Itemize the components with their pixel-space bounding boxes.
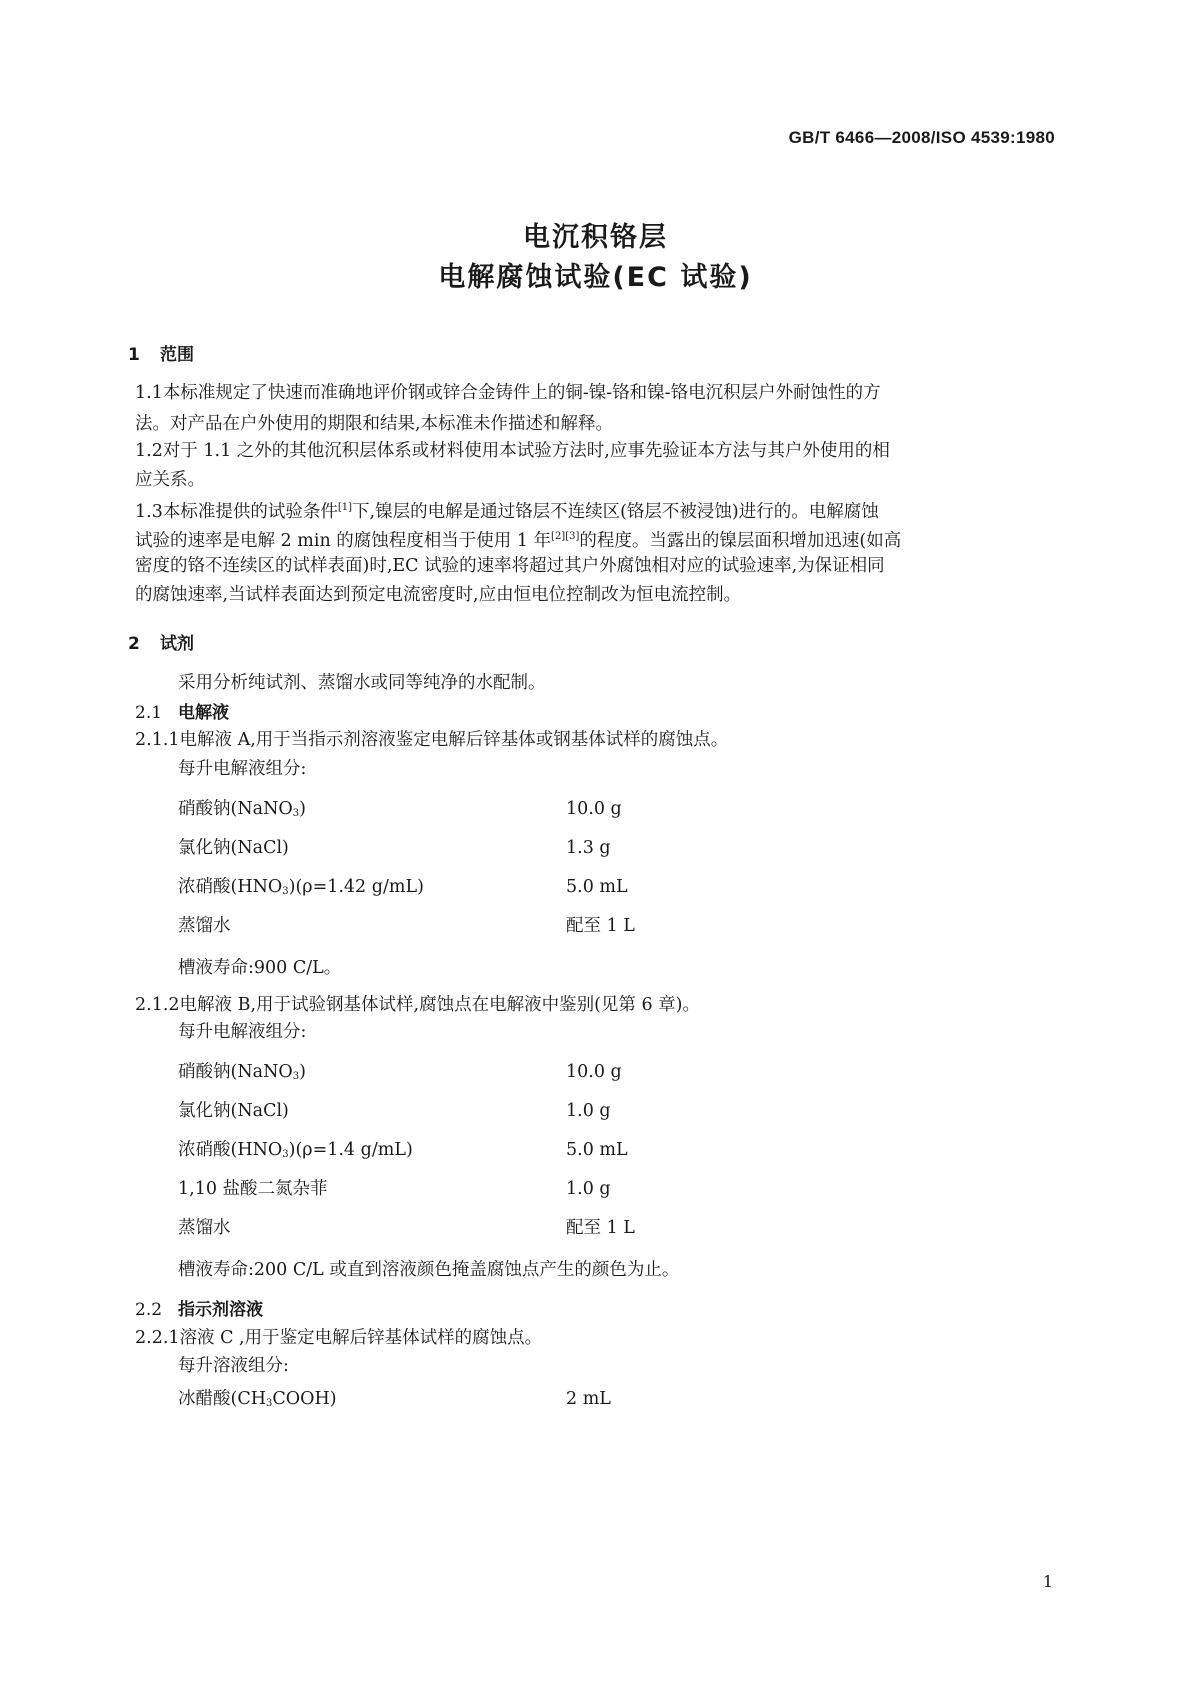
reference-marker: [2][3] <box>551 531 580 542</box>
clause-number: 1.1 <box>135 383 163 403</box>
component-name: 浓硝酸$(HNO_3)(\rho=1.42$ g/mL) <box>178 877 424 897</box>
clause-number: 2.1.1 <box>135 730 180 750</box>
component-amount: 10.0 g <box>566 1062 622 1082</box>
component-amount: 5.0 mL <box>566 1140 628 1160</box>
clause-number: 2.1 <box>135 703 163 723</box>
per-liter-label: 每升电解液组分: <box>178 759 307 779</box>
clause-text: 电解液 A,用于当指示剂溶液鉴定电解后锌基体或钢基体试样的腐蚀点。 <box>179 730 729 750</box>
section-title: 范围 <box>160 345 194 365</box>
section-2-heading <box>128 629 194 654</box>
component-name: 氯化钠(NaCl) <box>178 1101 289 1121</box>
section-title: 试剂 <box>160 634 194 654</box>
section-number: 2 <box>128 634 140 654</box>
clause-text: 试验的速率是电解 2 min 的腐蚀程度相当于使用 1 年 <box>135 531 552 551</box>
clause-title: 指示剂溶液 <box>178 1300 264 1320</box>
clause-1-2-line1 <box>135 435 890 467</box>
per-liter-label: 每升电解液组分: <box>178 1022 307 1042</box>
bath-life: 槽液寿命:200 C/L 或直到溶液颜色掩盖腐蚀点产生的颜色为止。 <box>178 1260 680 1280</box>
component-amount: 10.0 g <box>566 799 622 819</box>
clause-2-1-1 <box>135 724 728 756</box>
clause-text: 本标准提供的试验条件 <box>162 502 338 522</box>
component-amount: 2 mL <box>566 1389 611 1409</box>
component-amount: 配至 1 L <box>566 1218 635 1238</box>
page-number: 1 <box>1042 1572 1053 1591</box>
component-amount: 配至 1 L <box>566 916 635 936</box>
component-name: 蒸馏水 <box>178 1218 231 1238</box>
component-name: 冰醋酸$(CH_3COOH)$ <box>178 1389 337 1409</box>
clause-title: 电解液 <box>178 703 230 723</box>
clause-1-2-line2: 应关系。 <box>135 470 205 490</box>
component-amount: 1.3 g <box>566 838 611 858</box>
clause-1-3-line3: 密度的铬不连续区的试样表面)时,EC 试验的速率将超过其户外腐蚀相对应的试验速率,为保证相同 <box>135 556 885 576</box>
component-amount: 1.0 g <box>566 1101 611 1121</box>
component-name: 浓硝酸$(HNO_3)(\rho=1.4$ g/mL) <box>178 1140 413 1160</box>
clause-text: 的程度。当露出的镍层面积增加迅速(如高 <box>579 531 902 551</box>
clause-number: 2.1.2 <box>135 995 180 1015</box>
clause-text: 电解液 B,用于试验钢基体试样,腐蚀点在电解液中鉴别(见第 6 章)。 <box>179 995 700 1015</box>
component-amount: 5.0 mL <box>566 877 628 897</box>
section-1-heading <box>128 340 194 365</box>
section-number: 1 <box>128 345 140 365</box>
clause-number: 2.2.1 <box>135 1328 180 1348</box>
clause-1-1-line1 <box>135 377 881 409</box>
document-title-line2: 电解腐蚀试验(EC 试验) <box>438 262 753 293</box>
per-solution-label: 每升溶液组分: <box>178 1356 289 1376</box>
component-name: 1,10 盐酸二氮杂菲 <box>178 1179 328 1199</box>
clause-text: 下,镍层的电解是通过铬层不连续区(铬层不被浸蚀)进行的。电解腐蚀 <box>352 502 879 522</box>
component-name: 硝酸钠(NaNO$_3$) <box>178 1062 306 1082</box>
clause-number: 1.3 <box>135 502 163 522</box>
clause-text: 对于 1.1 之外的其他沉积层体系或材料使用本试验方法时,应事先验证本方法与其户外使用的相 <box>162 441 890 461</box>
bath-life: 槽液寿命:900 C/L。 <box>178 958 342 978</box>
clause-number: 1.2 <box>135 441 163 461</box>
clause-text: 溶液 C ,用于鉴定电解后锌基体试样的腐蚀点。 <box>179 1328 543 1348</box>
component-name: 氯化钠(NaCl) <box>178 838 289 858</box>
component-name: 硝酸钠(NaNO$_3$) <box>178 799 306 819</box>
component-name: 蒸馏水 <box>178 916 231 936</box>
clause-1-3-line4: 的腐蚀速率,当试样表面达到预定电流密度时,应由恒电位控制改为恒电流控制。 <box>135 585 742 605</box>
clause-1-1-line2: 法。对产品在户外使用的期限和结果,本标准未作描述和解释。 <box>135 414 614 434</box>
section-2-intro: 采用分析纯试剂、蒸馏水或同等纯净的水配制。 <box>178 673 546 693</box>
standard-code: GB/T 6466—2008/ISO 4539:1980 <box>788 128 1055 147</box>
reference-marker: [1] <box>337 502 353 513</box>
clause-text: 本标准规定了快速而准确地评价钢或锌合金铸件上的铜-镍-铬和镍-铬电沉积层户外耐蚀性的方 <box>162 383 881 403</box>
document-title-line1: 电沉积铬层 <box>523 222 668 253</box>
component-amount: 1.0 g <box>566 1179 611 1199</box>
clause-number: 2.2 <box>135 1300 163 1320</box>
